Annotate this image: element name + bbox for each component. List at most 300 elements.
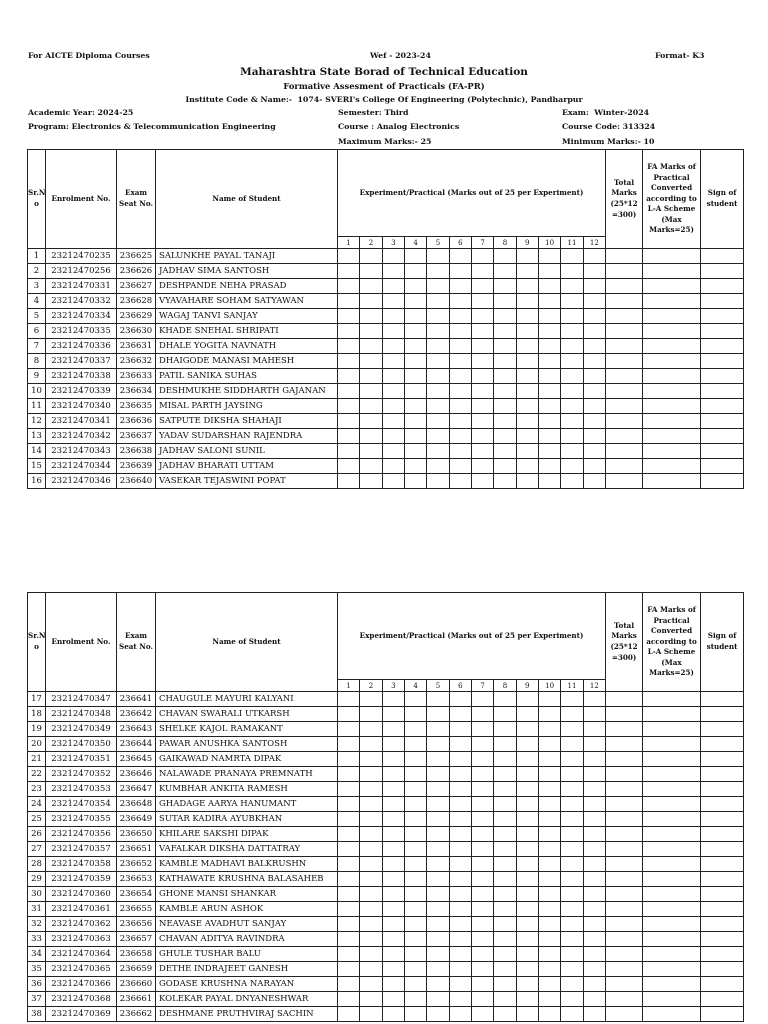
experiment-mark-cell [494, 722, 516, 737]
experiment-mark-cell [382, 782, 404, 797]
total-marks-cell [606, 902, 643, 917]
experiment-mark-cell [561, 857, 583, 872]
experiment-mark-cell [449, 399, 471, 414]
student-name-cell: GHADAGE AARYA HANUMANT [156, 797, 338, 812]
experiment-mark-cell [538, 459, 560, 474]
student-name-cell: GHONE MANSI SHANKAR [156, 887, 338, 902]
exam-seat-no-cell: 236643 [117, 722, 156, 737]
experiment-mark-cell [338, 264, 360, 279]
experiment-mark-cell [427, 932, 449, 947]
experiment-mark-cell [338, 842, 360, 857]
experiment-mark-cell [382, 339, 404, 354]
experiment-mark-cell [561, 752, 583, 767]
sr-no-cell: 23 [28, 782, 46, 797]
experiment-mark-cell [516, 887, 538, 902]
experiment-mark-cell [338, 1007, 360, 1022]
exam-seat-no-header [117, 593, 156, 692]
sign-cell [701, 992, 744, 1007]
experiment-mark-cell [516, 857, 538, 872]
fa-marks-cell [643, 902, 701, 917]
experiment-mark-cell [382, 249, 404, 264]
sr-no-cell: 15 [28, 459, 46, 474]
experiment-number: 12 [583, 237, 605, 249]
sr-no-cell: 12 [28, 414, 46, 429]
experiment-mark-cell [494, 797, 516, 812]
experiment-mark-cell [561, 354, 583, 369]
experiment-mark-cell [538, 1007, 560, 1022]
experiment-mark-cell [516, 369, 538, 384]
total-marks-header [606, 150, 643, 249]
sr-no-cell: 38 [28, 1007, 46, 1022]
experiment-mark-cell [382, 797, 404, 812]
experiment-mark-cell [516, 429, 538, 444]
experiment-mark-cell [538, 369, 560, 384]
experiment-mark-cell [516, 812, 538, 827]
enrolment-no-cell: 23212470332 [46, 294, 117, 309]
experiment-mark-cell [471, 767, 493, 782]
experiment-mark-cell [494, 459, 516, 474]
sign-cell [701, 444, 744, 459]
experiment-mark-cell [583, 827, 605, 842]
experiment-mark-cell [561, 459, 583, 474]
student-name-cell: JADHAV BHARATI UTTAM [156, 459, 338, 474]
sr-no-cell: 18 [28, 707, 46, 722]
fa-marks-header-line: FA Marks of [647, 604, 696, 614]
experiment-mark-cell [382, 354, 404, 369]
experiment-mark-cell [561, 737, 583, 752]
enrolment-no-cell: 23212470366 [46, 977, 117, 992]
experiment-mark-cell [516, 414, 538, 429]
exam-seat-no-cell: 236640 [117, 474, 156, 489]
experiment-mark-cell [561, 414, 583, 429]
experiment-mark-cell [583, 444, 605, 459]
sr-no-cell: 9 [28, 369, 46, 384]
experiment-mark-cell [360, 857, 382, 872]
student-name-cell: SUTAR KADIRA AYUBKHAN [156, 812, 338, 827]
experiment-mark-cell [338, 339, 360, 354]
experiment-mark-cell [404, 962, 426, 977]
course-name: Course : Analog Electronics [338, 122, 460, 131]
experiment-mark-cell [583, 384, 605, 399]
experiment-number: 9 [516, 680, 538, 692]
experiment-mark-cell [538, 324, 560, 339]
experiment-mark-cell [338, 279, 360, 294]
sign-cell [701, 917, 744, 932]
experiment-mark-cell [427, 992, 449, 1007]
student-name-cell: KUMBHAR ANKITA RAMESH [156, 782, 338, 797]
sign-cell [701, 962, 744, 977]
sr-no-cell: 17 [28, 692, 46, 707]
sr-no-cell: 6 [28, 324, 46, 339]
experiment-mark-cell [427, 797, 449, 812]
exam-seat-no-cell: 236660 [117, 977, 156, 992]
exam-seat-no-header-line: Seat No. [119, 642, 153, 651]
total-marks-cell [606, 294, 643, 309]
experiment-mark-cell [583, 279, 605, 294]
experiment-mark-cell [516, 707, 538, 722]
sr-no-cell: 33 [28, 932, 46, 947]
total-marks-cell [606, 737, 643, 752]
sr-no-cell: 21 [28, 752, 46, 767]
header-row [28, 150, 744, 237]
maximum-marks: Maximum Marks:- 25 [338, 137, 432, 146]
experiment-mark-cell [338, 872, 360, 887]
total-marks-cell [606, 399, 643, 414]
experiment-mark-cell [583, 309, 605, 324]
experiment-mark-cell [449, 977, 471, 992]
student-name-cell: PAWAR ANUSHKA SANTOSH [156, 737, 338, 752]
exam-seat-no-cell: 236626 [117, 264, 156, 279]
sign-cell [701, 414, 744, 429]
experiment-mark-cell [516, 827, 538, 842]
experiment-mark-cell [449, 264, 471, 279]
experiment-mark-cell [516, 917, 538, 932]
experiment-mark-cell [360, 977, 382, 992]
experiment-mark-cell [516, 1007, 538, 1022]
experiment-mark-cell [382, 872, 404, 887]
experiment-mark-cell [360, 962, 382, 977]
experiment-mark-cell [427, 369, 449, 384]
experiment-number: 11 [561, 680, 583, 692]
fa-marks-cell [643, 722, 701, 737]
table-row [28, 339, 744, 354]
table-row [28, 827, 744, 842]
enrolment-no-cell: 23212470346 [46, 474, 117, 489]
experiment-mark-cell [494, 294, 516, 309]
experiment-mark-cell [382, 812, 404, 827]
fa-marks-header-line: L-A Scheme [647, 204, 696, 214]
exam-seat-no-header [117, 150, 156, 249]
student-name-cell: JADHAV SALONI SUNIL [156, 444, 338, 459]
experiment-mark-cell [494, 279, 516, 294]
experiment-mark-cell [583, 474, 605, 489]
total-marks-cell [606, 264, 643, 279]
sr-no-cell: 29 [28, 872, 46, 887]
experiment-mark-cell [404, 977, 426, 992]
total-marks-cell [606, 384, 643, 399]
experiment-mark-cell [494, 264, 516, 279]
experiment-mark-cell [583, 797, 605, 812]
fa-marks-header-line: Marks=25) [649, 668, 694, 678]
sr-no-cell: 22 [28, 767, 46, 782]
sign-of-student-header-line: student [706, 642, 738, 651]
fa-marks-cell [643, 339, 701, 354]
fa-marks-cell [643, 354, 701, 369]
total-marks-cell [606, 872, 643, 887]
experiment-mark-cell [382, 962, 404, 977]
experiment-mark-cell [494, 399, 516, 414]
fa-marks-cell [643, 249, 701, 264]
experiment-mark-cell [360, 917, 382, 932]
exam-session: Exam: Winter-2024 [562, 108, 650, 117]
table-row [28, 992, 744, 1007]
sign-cell [701, 797, 744, 812]
experiment-mark-cell [538, 692, 560, 707]
sr-no-cell: 3 [28, 279, 46, 294]
sign-cell [701, 309, 744, 324]
experiment-mark-cell [516, 902, 538, 917]
exam-seat-no-cell: 236627 [117, 279, 156, 294]
fa-marks-header-line: (Max [661, 214, 682, 224]
experiment-mark-cell [561, 992, 583, 1007]
experiment-mark-cell [404, 722, 426, 737]
experiment-mark-cell [382, 737, 404, 752]
experiment-mark-cell [471, 917, 493, 932]
experiment-mark-cell [471, 827, 493, 842]
enrolment-no-cell: 23212470340 [46, 399, 117, 414]
student-name-cell: SATPUTE DIKSHA SHAHAJI [156, 414, 338, 429]
experiment-mark-cell [449, 279, 471, 294]
experiment-mark-cell [404, 264, 426, 279]
experiment-mark-cell [360, 872, 382, 887]
sign-cell [701, 872, 744, 887]
experiment-mark-cell [338, 932, 360, 947]
exam-seat-no-cell: 236628 [117, 294, 156, 309]
sign-cell [701, 354, 744, 369]
total-marks-cell [606, 932, 643, 947]
experiment-mark-cell [338, 827, 360, 842]
experiment-mark-cell [427, 414, 449, 429]
fa-marks-header-line: Marks=25) [649, 225, 694, 235]
table-row [28, 872, 744, 887]
enrolment-no-cell: 23212470337 [46, 354, 117, 369]
sign-cell [701, 842, 744, 857]
experiment-mark-cell [561, 264, 583, 279]
student-list [28, 249, 744, 489]
experiment-mark-cell [471, 707, 493, 722]
student-name-cell: GHULE TUSHAR BALU [156, 947, 338, 962]
experiment-mark-cell [338, 977, 360, 992]
total-marks-cell [606, 692, 643, 707]
sign-cell [701, 459, 744, 474]
experiment-mark-cell [449, 444, 471, 459]
experiment-mark-cell [427, 812, 449, 827]
experiment-mark-cell [583, 887, 605, 902]
total-marks-header-line: Total [614, 177, 635, 187]
experiment-mark-cell [360, 767, 382, 782]
experiment-mark-cell [338, 887, 360, 902]
student-name-cell: NALAWADE PRANAYA PREMNATH [156, 767, 338, 782]
experiment-mark-cell [449, 474, 471, 489]
total-marks-cell [606, 414, 643, 429]
fa-marks-cell [643, 962, 701, 977]
experiment-mark-cell [449, 707, 471, 722]
table-row [28, 782, 744, 797]
experiment-mark-cell [471, 444, 493, 459]
experiment-mark-cell [427, 842, 449, 857]
fa-marks-cell [643, 294, 701, 309]
experiment-mark-cell [404, 294, 426, 309]
experiment-mark-cell [538, 399, 560, 414]
student-name-cell: KATHAWATE KRUSHNA BALASAHEB [156, 872, 338, 887]
experiment-mark-cell [404, 797, 426, 812]
experiment-mark-cell [538, 767, 560, 782]
experiment-mark-cell [360, 414, 382, 429]
experiment-mark-cell [427, 827, 449, 842]
table-row [28, 797, 744, 812]
experiment-mark-cell [360, 827, 382, 842]
experiment-mark-cell [449, 917, 471, 932]
experiment-mark-cell [471, 977, 493, 992]
experiment-mark-cell [360, 737, 382, 752]
experiment-mark-cell [404, 932, 426, 947]
total-marks-cell [606, 722, 643, 737]
experiment-mark-cell [561, 977, 583, 992]
experiment-mark-cell [583, 264, 605, 279]
exam-seat-no-cell: 236638 [117, 444, 156, 459]
sign-of-student-header-line: student [706, 199, 738, 208]
experiment-mark-cell [404, 842, 426, 857]
total-marks-cell [606, 429, 643, 444]
experiment-mark-cell [427, 279, 449, 294]
sr-no-cell: 31 [28, 902, 46, 917]
fa-marks-cell [643, 932, 701, 947]
fa-marks-cell [643, 444, 701, 459]
experiment-mark-cell [338, 309, 360, 324]
experiment-mark-cell [516, 384, 538, 399]
exam-seat-no-cell: 236634 [117, 384, 156, 399]
student-name-header: Name of Student [156, 150, 338, 249]
experiment-mark-cell [449, 737, 471, 752]
total-marks-cell [606, 917, 643, 932]
experiment-mark-cell [404, 947, 426, 962]
experiment-mark-cell [471, 812, 493, 827]
experiment-mark-cell [471, 752, 493, 767]
format-label: Format- K3 [655, 51, 705, 60]
experiment-mark-cell [338, 474, 360, 489]
experiment-mark-cell [360, 309, 382, 324]
experiment-mark-cell [360, 474, 382, 489]
total-marks-cell [606, 459, 643, 474]
enrolment-no-cell: 23212470353 [46, 782, 117, 797]
table-row [28, 932, 744, 947]
experiment-mark-cell [427, 737, 449, 752]
fa-marks-header-line: Practical [653, 615, 690, 625]
exam-seat-no-cell: 236662 [117, 1007, 156, 1022]
experiment-mark-cell [427, 384, 449, 399]
experiment-mark-cell [561, 902, 583, 917]
experiment-mark-cell [404, 324, 426, 339]
sign-cell [701, 294, 744, 309]
experiment-mark-cell [471, 722, 493, 737]
experiment-mark-cell [471, 429, 493, 444]
sr-no-cell: 4 [28, 294, 46, 309]
sr-no-cell: 8 [28, 354, 46, 369]
total-marks-cell [606, 797, 643, 812]
experiment-mark-cell [471, 1007, 493, 1022]
table-row [28, 294, 744, 309]
table-row [28, 857, 744, 872]
experiment-mark-cell [427, 887, 449, 902]
experiment-mark-cell [538, 962, 560, 977]
fa-marks-cell [643, 459, 701, 474]
experiment-mark-cell [449, 782, 471, 797]
experiment-mark-cell [338, 992, 360, 1007]
fa-marks-cell [643, 1007, 701, 1022]
exam-seat-no-cell: 236631 [117, 339, 156, 354]
experiment-mark-cell [382, 752, 404, 767]
experiment-mark-cell [427, 309, 449, 324]
experiment-mark-cell [382, 294, 404, 309]
experiment-mark-cell [583, 857, 605, 872]
fa-marks-cell [643, 429, 701, 444]
exam-seat-no-cell: 236648 [117, 797, 156, 812]
enrolment-no-cell: 23212470364 [46, 947, 117, 962]
student-name-cell: DETHE INDRAJEET GANESH [156, 962, 338, 977]
sign-cell [701, 279, 744, 294]
experiment-mark-cell [338, 947, 360, 962]
student-name-cell: KHADE SNEHAL SHRIPATI [156, 324, 338, 339]
fa-marks-cell [643, 384, 701, 399]
enrolment-no-cell: 23212470349 [46, 722, 117, 737]
experiment-mark-cell [427, 917, 449, 932]
experiment-mark-cell [494, 887, 516, 902]
fa-marks-header [643, 150, 701, 249]
table-row [28, 414, 744, 429]
experiment-mark-cell [449, 414, 471, 429]
experiment-mark-cell [561, 249, 583, 264]
experiment-mark-cell [427, 962, 449, 977]
experiment-mark-cell [516, 264, 538, 279]
experiment-mark-cell [427, 692, 449, 707]
student-name-cell: KHILARE SAKSHI DIPAK [156, 827, 338, 842]
experiment-mark-cell [404, 692, 426, 707]
experiment-mark-cell [538, 842, 560, 857]
student-name-cell: DHAIGODE MANASI MAHESH [156, 354, 338, 369]
experiment-mark-cell [583, 872, 605, 887]
experiment-mark-cell [538, 812, 560, 827]
total-marks-header-line: Marks [611, 188, 637, 198]
experiment-mark-cell [538, 902, 560, 917]
enrolment-no-cell: 23212470369 [46, 1007, 117, 1022]
experiment-mark-cell [516, 722, 538, 737]
exam-seat-no-cell: 236632 [117, 354, 156, 369]
experiment-mark-cell [494, 429, 516, 444]
experiment-mark-cell [449, 947, 471, 962]
experiment-mark-cell [360, 797, 382, 812]
sign-cell [701, 324, 744, 339]
sr-no-header [28, 150, 46, 249]
semester: Semester: Third [338, 108, 409, 117]
experiment-mark-cell [427, 324, 449, 339]
experiment-mark-cell [449, 339, 471, 354]
experiment-mark-cell [404, 902, 426, 917]
experiment-mark-cell [404, 917, 426, 932]
experiment-mark-cell [338, 797, 360, 812]
fa-marks-cell [643, 977, 701, 992]
enrolment-no-cell: 23212470335 [46, 324, 117, 339]
sign-cell [701, 827, 744, 842]
table-row [28, 752, 744, 767]
experiment-mark-cell [494, 842, 516, 857]
experiment-mark-cell [404, 737, 426, 752]
experiment-mark-cell [583, 737, 605, 752]
sign-cell [701, 429, 744, 444]
total-marks-cell [606, 827, 643, 842]
experiment-mark-cell [404, 369, 426, 384]
experiment-mark-cell [561, 1007, 583, 1022]
experiment-mark-cell [561, 309, 583, 324]
experiment-mark-cell [471, 902, 493, 917]
sr-no-header-line: Sr.N [28, 631, 46, 641]
total-marks-cell [606, 857, 643, 872]
experiment-mark-cell [561, 842, 583, 857]
experiment-mark-cell [360, 752, 382, 767]
experiment-mark-cell [338, 429, 360, 444]
total-marks-cell [606, 962, 643, 977]
marks-table-part-1 [27, 149, 743, 489]
experiment-mark-cell [382, 767, 404, 782]
